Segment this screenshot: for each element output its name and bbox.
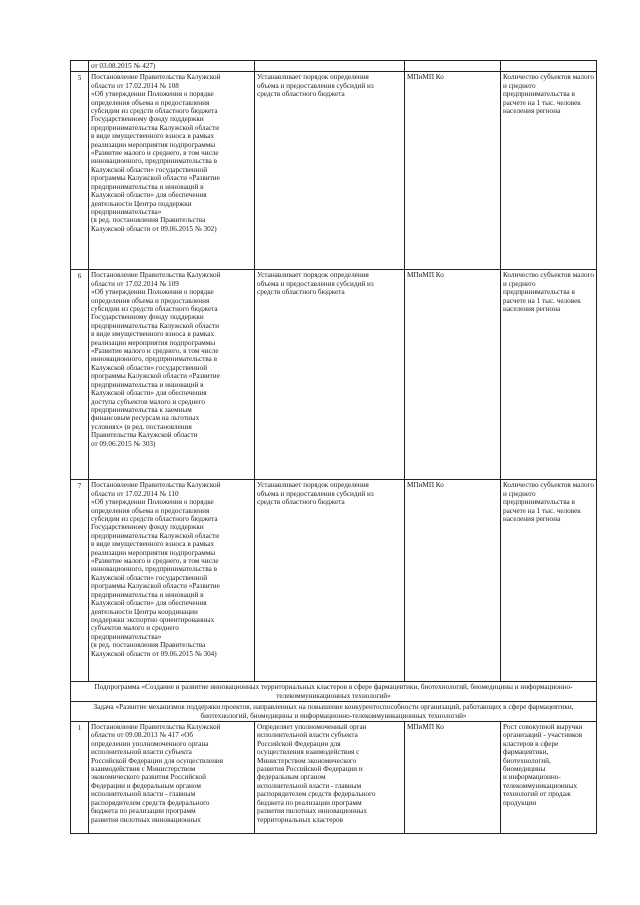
purpose-cell: Устанавливает порядок определения объема и предоставления субсидий из средств областного бюджета — [255, 480, 405, 682]
act-cell: Постановление Правительства Калужской области от 17.02.2014 № 110 «Об утверждении Положения о порядке определения объема и предоставления субсидии из средств областного бюджета Государственному фонду поддержки предпринимательства Калужской области в виде имущественного взноса в рамках реализации мероприятия подпрограммы «Развитие малого и среднего, в том числе инновационного, предпринимательства в Калужской области» государственной программы Калужской области «Развитие предпринимательства и инноваций в Калужской области» для обеспечения деятельности Центра координации поддержки экспортно ориентированных субъектов малого и среднего предпринимательства» (в ред. постановления Правительства Калужской области от 09.06.2015 № 304) — [89, 480, 255, 682]
indicator-cell: Рост совокупной выручки организаций - участников кластеров в сфере фармацевтики, биотехнологий, биомедицины и информационно- телекоммуникационных технологий от продаж продукции — [501, 722, 597, 834]
act-cell: Постановление Правительства Калужской области от 17.02.2014 № 108 «Об утверждении Положения о порядке определения объема и предоставления субсидии из средств областного бюджета Государственному фонду поддержки предпринимательства Калужской области в виде имущественного взноса в рамках реализации мероприятия подпрограммы «Развитие малого и среднего, в том числе инновационного, предпринимательства в Калужской области» государственной программы Калужской области «Развитие предпринимательства и инноваций в Калужской области» для обеспечения деятельности Центра поддержки предпринимательства» (в ред. постановления Правительства Калужской области от 09.06.2015 № 302) — [89, 72, 255, 270]
agency-cell: МПиМП Ко — [405, 480, 501, 682]
document-page — [70, 60, 596, 834]
agency-cell: МПиМП Ко — [405, 72, 501, 270]
empty-cell — [501, 61, 597, 72]
table-row — [71, 702, 597, 722]
row-number: 6 — [71, 270, 89, 480]
table-row — [71, 72, 597, 270]
purpose-cell: Определяет уполномоченный орган исполнительной власти субъекта Российской Федерации для осуществления взаимодействия с Министерством экономического развития Российской Федерации и федеральным органом исполнительной власти - главным распорядителем средств федерального бюджета по реализации программ развития пилотных инновационных территориальных кластеров — [255, 722, 405, 834]
table-row — [71, 270, 597, 480]
empty-cell — [71, 61, 89, 72]
table-row — [71, 682, 597, 702]
top-fragment: от 03.08.2015 № 427) — [89, 61, 255, 72]
agency-cell: МПиМП Ко — [405, 270, 501, 480]
regulation-table — [70, 60, 597, 834]
empty-cell — [405, 61, 501, 72]
purpose-cell: Устанавливает порядок определения объема и предоставления субсидий из средств областного бюджета — [255, 270, 405, 480]
row-number: 5 — [71, 72, 89, 270]
indicator-cell: Количество субъектов малого и среднего предпринимательства в расчете на 1 тыс. человек населения региона — [501, 72, 597, 270]
task-heading: Задача «Развитие механизмов поддержки проектов, направленных на повышение конкурентоспособности организаций, работающих в сфере фармацевтики, биотехнологий, биомедицины и информационно-телекоммуникационных технологий» — [71, 702, 597, 722]
act-cell: Постановление Правительства Калужской области от 17.02.2014 № 109 «Об утверждении Положения о порядке определения объема и предоставления субсидии из средств областного бюджета Государственному фонду поддержки предпринимательства Калужской области в виде имущественного взноса в рамках реализации мероприятия подпрограммы «Развитие малого и среднего, в том числе инновационного, предпринимательства в Калужской области» государственной программы Калужской области «Развитие предпринимательства и инноваций в Калужской области» для обеспечения доступа субъектов малого и среднего предпринимательства к заемным финансовым ресурсам на льготных условиях» (в ред. постановления Правительства Калужской области от 09.06.2015 № 303) — [89, 270, 255, 480]
empty-cell — [255, 61, 405, 72]
agency-cell: МПиМП Ко — [405, 722, 501, 834]
indicator-cell: Количество субъектов малого и среднего предпринимательства в расчете на 1 тыс. человек населения региона — [501, 270, 597, 480]
subprogram-heading: Подпрограмма «Создание и развитие инновационных территориальных кластеров в сфере фармацевтики, биотехнологий, биомедицины и информационно-телекоммуникационных технологий» — [71, 682, 597, 702]
purpose-cell: Устанавливает порядок определения объема и предоставления субсидий из средств областного бюджета — [255, 72, 405, 270]
table-row — [71, 61, 597, 72]
table-row — [71, 480, 597, 682]
row-number: 7 — [71, 480, 89, 682]
indicator-cell: Количество субъектов малого и среднего предпринимательства в расчете на 1 тыс. человек населения региона — [501, 480, 597, 682]
act-cell: Постановление Правительства Калужской области от 09.08.2013 № 417 «Об определении уполномоченного органа исполнительной власти субъекта Российской Федерации для осуществления взаимодействия с Министерством экономического развития Российской Федерации и федеральным органом исполнительной власти - главным распорядителем средств федерального бюджета по реализации программ развития пилотных инновационных — [89, 722, 255, 834]
table-row — [71, 722, 597, 834]
row-number: 1 — [71, 722, 89, 834]
